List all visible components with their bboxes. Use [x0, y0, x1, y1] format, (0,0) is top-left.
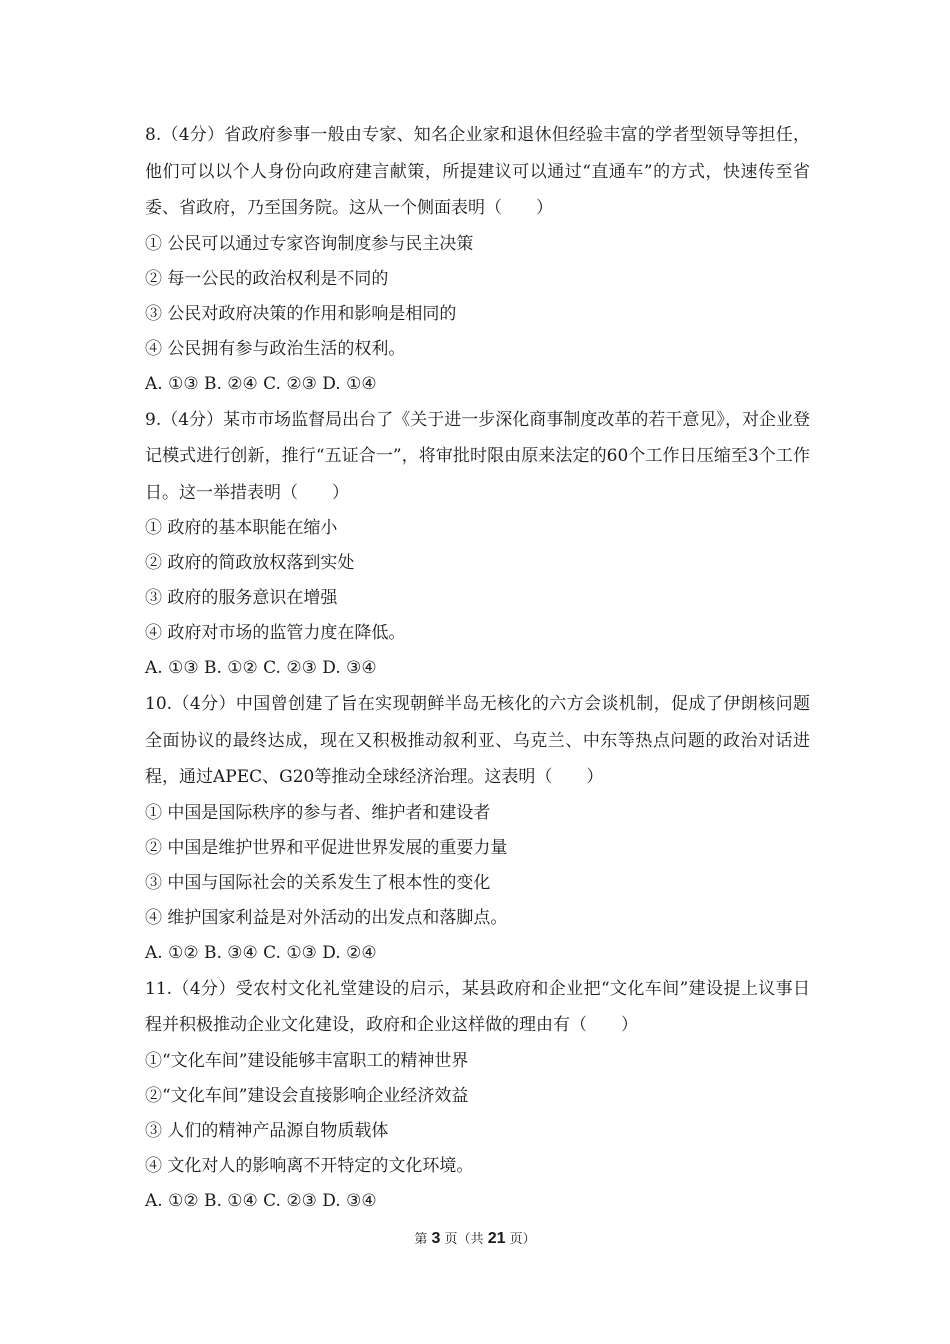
footer-suffix: 页）: [509, 1232, 536, 1247]
question-8: [145, 117, 810, 402]
option-item: ④ 文化对人的影响离不开特定的文化环境。: [145, 1155, 474, 1176]
option-item: ② 政府的简政放权落到实处: [145, 553, 355, 573]
question-11: [145, 971, 810, 1219]
option-item: ③ 中国与国际社会的关系发生了根本性的变化: [145, 872, 491, 893]
option-item: ④ 公民拥有参与政治生活的权利。: [145, 338, 406, 359]
answer-choices: A. ①② B. ③④ C. ①③ D. ②④: [145, 942, 377, 963]
question-stem: 10.（4分）中国曾创建了旨在实现朝鲜半岛无核化的六方会谈机制，促成了伊朗核问题全面协议的最终达成，现在又积极推动叙利亚、乌克兰、中东等热点问题的政治对话进程，通过APEC、G20等推动全球经济治理。这表明（ ）: [145, 694, 810, 787]
option-item: ② 中国是维护世界和平促进世界发展的重要力量: [145, 837, 508, 858]
option-item: ①“文化车间”建设能够丰富职工的精神世界: [145, 1050, 469, 1071]
question-stem: 11.（4分）受农村文化礼堂建设的启示，某县政府和企业把“文化车间”建设提上议事日程并积极推动企业文化建设，政府和企业这样做的理由有（ ）: [145, 978, 810, 1035]
option-item: ① 中国是国际秩序的参与者、维护者和建设者: [145, 802, 491, 823]
option-item: ③ 人们的精神产品源自物质载体: [145, 1120, 389, 1141]
answer-choices: A. ①③ B. ②④ C. ②③ D. ①④: [145, 373, 377, 394]
questions-list: [145, 117, 810, 1219]
option-item: ① 政府的基本职能在缩小: [145, 518, 338, 538]
question-9: [145, 402, 810, 687]
option-item: ③ 公民对政府决策的作用和影响是相同的: [145, 303, 457, 324]
option-item: ④ 维护国家利益是对外活动的出发点和落脚点。: [145, 907, 508, 928]
option-item: ④ 政府对市场的监管力度在降低。: [145, 623, 406, 643]
option-item: ②“文化车间”建设会直接影响企业经济效益: [145, 1085, 469, 1106]
answer-choices: A. ①② B. ①④ C. ②③ D. ③④: [145, 1190, 377, 1211]
option-item: ③ 政府的服务意识在增强: [145, 588, 338, 608]
footer-prefix: 第: [414, 1232, 428, 1247]
question-10: [145, 686, 810, 971]
footer-middle: 页（共: [444, 1232, 484, 1247]
total-page-count: 21: [487, 1230, 506, 1247]
page-footer: [0, 1228, 950, 1248]
option-item: ② 每一公民的政治权利是不同的: [145, 268, 389, 289]
current-page-number: 3: [431, 1230, 441, 1247]
option-item: ① 公民可以通过专家咨询制度参与民主决策: [145, 233, 474, 254]
question-stem: 9.（4分）某市市场监督局出台了《关于进一步深化商事制度改革的若干意见》，对企业登记模式进行创新，推行“五证合一”，将审批时限由原来法定的60个工作日压缩至3个工作日。这一举措表明（ ）: [145, 409, 810, 503]
question-stem: 8.（4分）省政府参事一般由专家、知名企业家和退休但经验丰富的学者型领导等担任，他们可以以个人身份向政府建言献策，所提建议可以通过“直通车”的方式，快速传至省委、省政府，乃至国务院。这从一个侧面表明（ ）: [145, 125, 810, 218]
answer-choices: A. ①③ B. ①② C. ②③ D. ③④: [145, 658, 377, 678]
